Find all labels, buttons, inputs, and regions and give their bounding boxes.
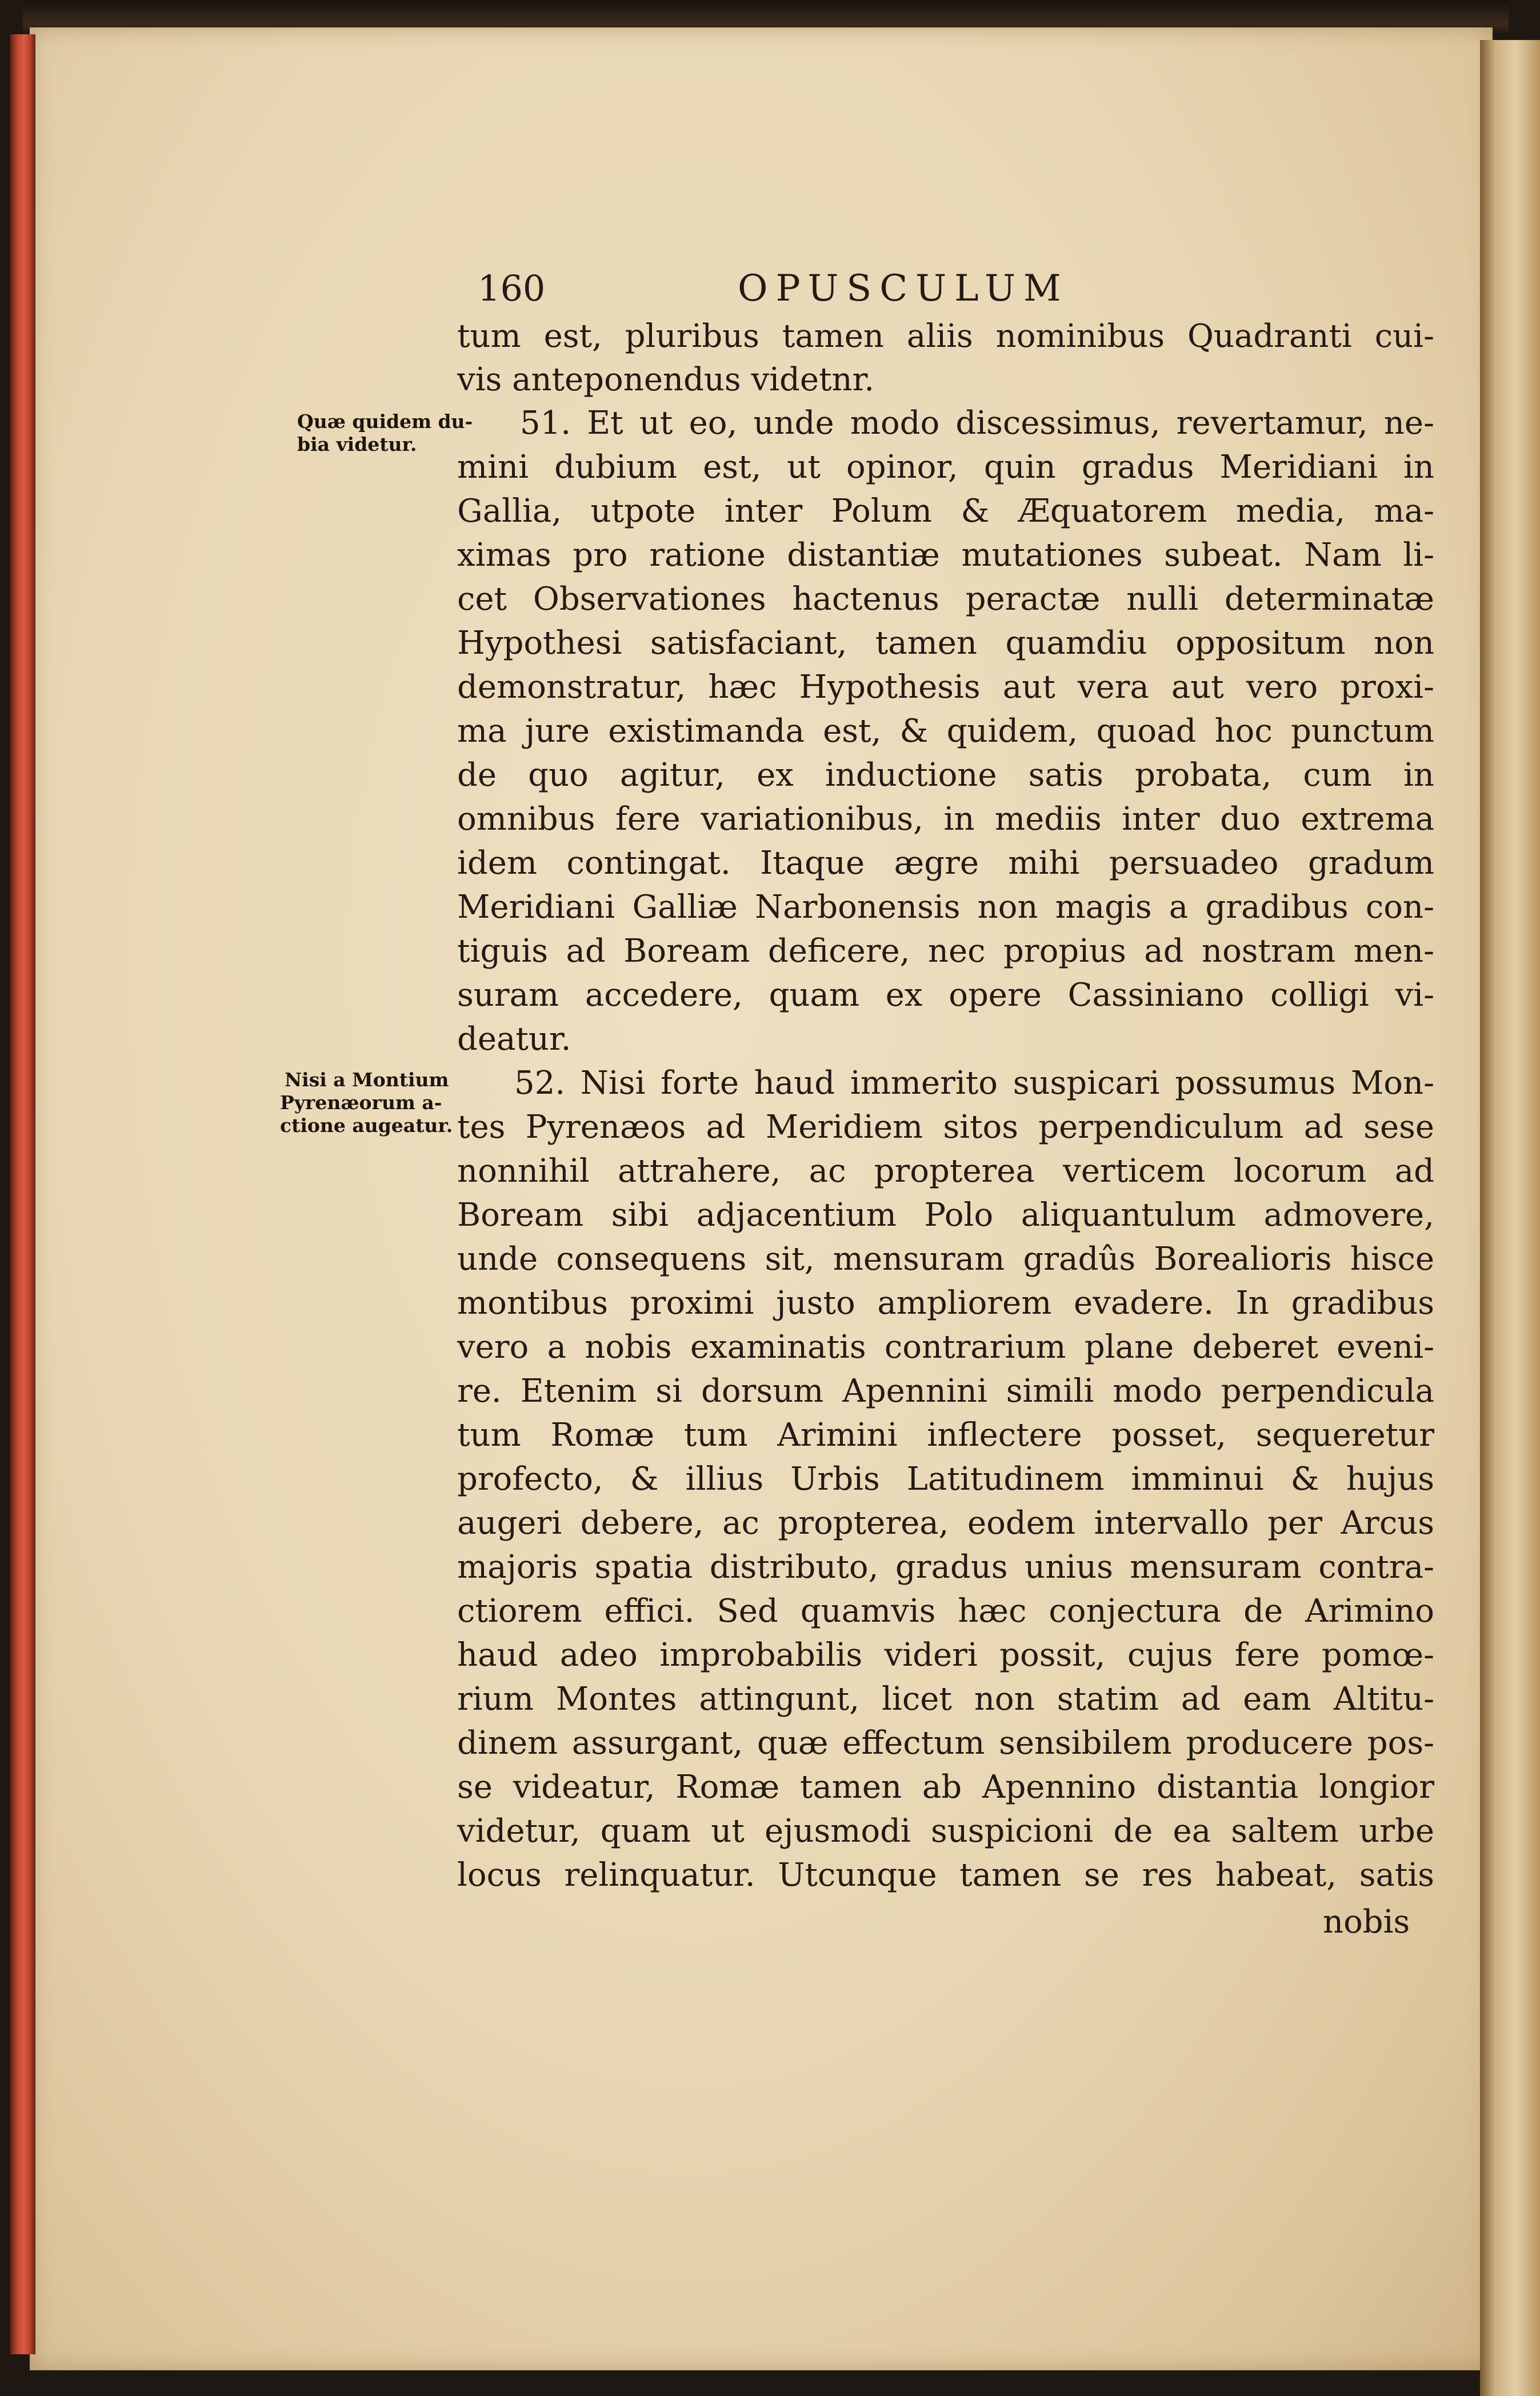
- marginal-note-1-line-2: bia videtur.: [297, 433, 417, 455]
- red-page-edge: [10, 34, 35, 2354]
- text-line: ximas pro ratione distantiæ mutationes subeat. Nam li-: [457, 537, 1434, 574]
- text-line: Meridiani Galliæ Narbonensis non magis a gradibus con-: [457, 889, 1434, 926]
- text-line: se videatur, Romæ tamen ab Apennino distantia longior: [457, 1769, 1434, 1806]
- paragraph-52-start: 52. Nisi forte haud immerito suspicari possumus Mon-: [514, 1065, 1434, 1102]
- marginal-note-2-line-3: ctione augeatur.: [280, 1114, 453, 1137]
- text-line: augeri debere, ac propterea, eodem intervallo per Arcus: [457, 1505, 1434, 1542]
- text-line: profecto, & illius Urbis Latitudinem imminui & hujus: [457, 1461, 1434, 1498]
- text-line: tes Pyrenæos ad Meridiem sitos perpendiculum ad sese: [457, 1109, 1434, 1146]
- text-line: Hypothesi satisfaciant, tamen quamdiu oppositum non: [457, 625, 1434, 662]
- catchword: nobis: [1323, 1903, 1410, 1941]
- text-line: omnibus fere variationibus, in mediis inter duo extrema: [457, 801, 1434, 838]
- marginal-note-1-line-1: Quæ quidem du-: [297, 410, 473, 433]
- text-line: de quo agitur, ex inductione satis probata, cum in: [457, 757, 1434, 794]
- text-line: re. Etenim si dorsum Apennini simili modo perpendicula: [457, 1373, 1434, 1410]
- text-line: montibus proximi justo ampliorem evadere. In gradibus: [457, 1285, 1434, 1322]
- text-line: cet Observationes hactenus peractæ nulli determinatæ: [457, 581, 1434, 618]
- marginal-note-2-line-2: Pyrenæorum a-: [280, 1091, 442, 1114]
- text-line: mini dubium est, ut opinor, quin gradus Meridiani in: [457, 449, 1434, 486]
- text-line: ctiorem effici. Sed quamvis hæc conjectura de Arimino: [457, 1593, 1434, 1630]
- text-line: rium Montes attingunt, licet non statim ad eam Altitu-: [457, 1681, 1434, 1718]
- text-line: Gallia, utpote inter Polum & Æquatorem media, ma-: [457, 493, 1434, 530]
- marginal-note-2-line-1: Nisi a Montium: [285, 1069, 449, 1091]
- text-line: majoris spatia distributo, gradus unius mensuram contra-: [457, 1549, 1434, 1586]
- paragraph-51-start: 51. Et ut eo, unde modo discessimus, revertamur, ne-: [520, 405, 1434, 442]
- text-line: vero a nobis examinatis contrarium plane deberet eveni-: [457, 1329, 1434, 1366]
- next-page-edge: [1480, 40, 1540, 2396]
- text-line: nonnihil attrahere, ac propterea verticem locorum ad: [457, 1153, 1434, 1190]
- text-line: suram accedere, quam ex opere Cassiniano colligi vi-: [457, 977, 1434, 1014]
- text-line: vis anteponendus videtnr.: [457, 361, 874, 398]
- text-line: haud adeo improbabilis videri possit, cujus fere pomœ-: [457, 1637, 1434, 1674]
- text-line: tum Romæ tum Arimini inflectere posset, sequeretur: [457, 1417, 1434, 1454]
- page-header: [478, 263, 1426, 314]
- text-line: Boream sibi adjacentium Polo aliquantulum admovere,: [457, 1197, 1434, 1234]
- running-title: OPUSCULUM: [738, 267, 1069, 310]
- text-line: demonstratur, hæc Hypothesis aut vera aut vero proxi-: [457, 669, 1434, 706]
- page-number: 160: [478, 267, 546, 309]
- text-line: videtur, quam ut ejusmodi suspicioni de ea saltem urbe: [457, 1813, 1434, 1850]
- text-line: ma jure existimanda est, & quidem, quoad hoc punctum: [457, 713, 1434, 750]
- text-line: dinem assurgant, quæ effectum sensibilem producere pos-: [457, 1725, 1434, 1762]
- text-line: unde consequens sit, mensuram gradûs Borealioris hisce: [457, 1241, 1434, 1278]
- text-line: deatur.: [457, 1021, 571, 1058]
- text-line: locus relinquatur. Utcunque tamen se res habeat, satis: [457, 1857, 1434, 1894]
- text-line: tiguis ad Boream deficere, nec propius ad nostram men-: [457, 933, 1434, 970]
- text-line: tum est, pluribus tamen aliis nominibus Quadranti cui-: [457, 318, 1434, 355]
- text-line: idem contingat. Itaque ægre mihi persuadeo gradum: [457, 845, 1434, 882]
